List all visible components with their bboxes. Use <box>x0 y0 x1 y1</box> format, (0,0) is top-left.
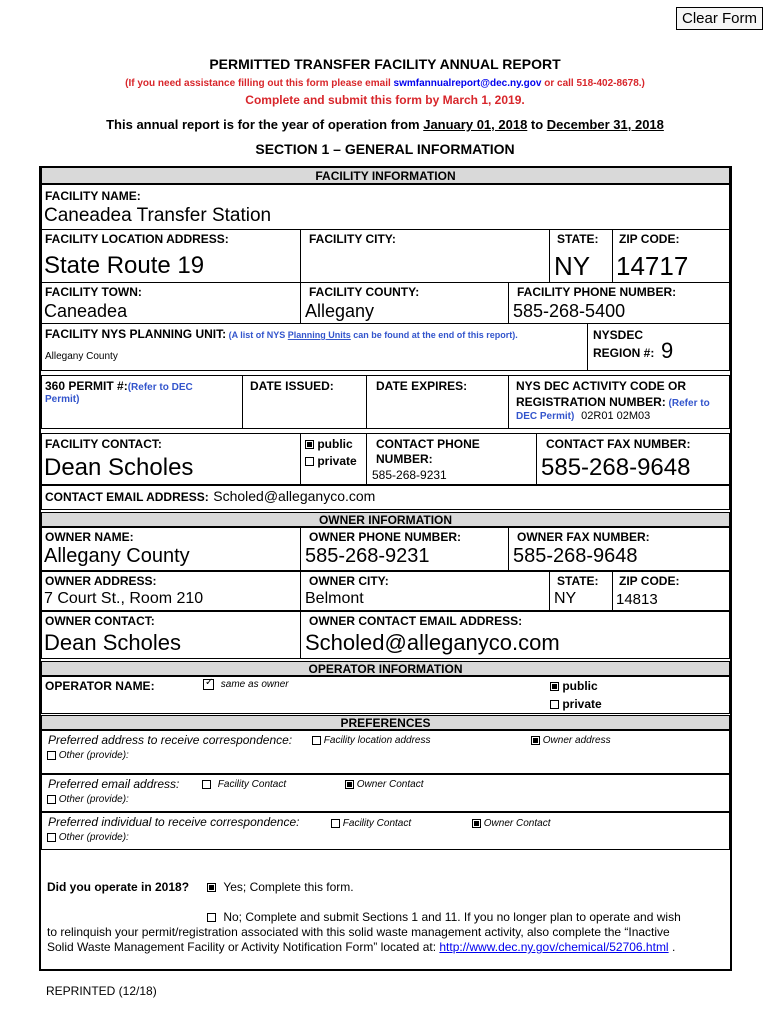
owner-zip-label: ZIP CODE: <box>619 574 680 588</box>
activity-note-2: DEC Permit) <box>516 411 575 422</box>
pref-individual-other-checkbox[interactable] <box>47 833 56 842</box>
operator-public-option[interactable] <box>550 679 598 693</box>
form-title: PERMITTED TRANSFER FACILITY ANNUAL REPORT <box>209 56 561 72</box>
assistance-prefix: (If you need assistance filling out this form please email <box>125 78 394 89</box>
operator-private-label: private <box>562 697 602 711</box>
operator-private-checkbox[interactable] <box>550 700 559 709</box>
operate-yes-label: Yes; Complete this form. <box>223 880 354 894</box>
operator-private-option[interactable] <box>550 697 602 711</box>
activity-label-line1: NYS DEC ACTIVITY CODE OR <box>516 379 687 393</box>
operate-question-line <box>47 880 189 894</box>
planning-unit-label-text: FACILITY NYS PLANNING UNIT: <box>45 327 227 341</box>
pref-individual-question: Preferred individual to receive correspondence: <box>48 815 300 829</box>
contact-phone-field[interactable]: 585-268-9231 <box>372 468 447 482</box>
year-prefix: This annual report is for the year of operation from <box>106 117 424 132</box>
pref-individual-opt1[interactable] <box>331 818 411 829</box>
operate-yes-checkbox[interactable] <box>207 883 216 892</box>
pref-address-question: Preferred address to receive correspondence: <box>48 733 293 747</box>
owner-phone-label: OWNER PHONE NUMBER: <box>309 530 461 544</box>
assistance-email-link[interactable]: swmfannualreport@dec.ny.gov <box>393 78 542 89</box>
contact-email <box>45 488 375 506</box>
operate-no-line1: No; Complete and submit Sections 1 and 11. If you no longer plan to operate and wish <box>223 910 681 924</box>
owner-fax-field[interactable]: 585-268-9648 <box>513 545 638 567</box>
region-field[interactable]: 9 <box>661 338 674 363</box>
facility-contact-field[interactable]: Dean Scholes <box>44 454 194 481</box>
permit-note-1: (Refer to DEC <box>127 382 193 393</box>
operator-name-label: OPERATOR NAME: <box>45 679 155 693</box>
pref-email-owner-checkbox[interactable] <box>345 780 354 789</box>
operator-section-header: OPERATOR INFORMATION <box>41 661 730 676</box>
facility-town-label: FACILITY TOWN: <box>45 285 142 299</box>
pref-email-other-label: Other (provide): <box>58 794 129 805</box>
region-label-line1: NYSDEC <box>593 328 644 342</box>
owner-state-label: STATE: <box>557 574 599 588</box>
planning-unit-field[interactable]: Allegany County <box>45 351 118 362</box>
operate-no-line3 <box>47 940 675 954</box>
pref-individual-owner-label: Owner Contact <box>483 818 551 829</box>
same-as-owner-checkbox[interactable] <box>203 679 214 690</box>
year-to: December 31, 2018 <box>546 117 664 132</box>
facility-address-field[interactable]: State Route 19 <box>44 252 205 279</box>
pref-email-facility-checkbox[interactable] <box>202 780 211 789</box>
contact-fax-field[interactable]: 585-268-9648 <box>541 454 691 481</box>
owner-phone-field[interactable]: 585-268-9231 <box>305 545 430 567</box>
section-title: SECTION 1 – GENERAL INFORMATION <box>255 141 515 157</box>
operate-question: Did you operate in 2018? <box>47 880 190 894</box>
contact-email-label: CONTACT EMAIL ADDRESS: <box>45 490 209 504</box>
contact-email-field[interactable]: Scholed@alleganyco.com <box>213 488 376 504</box>
facility-zip-field[interactable]: 14717 <box>616 251 689 281</box>
pref-address-owner-checkbox[interactable] <box>531 736 540 745</box>
planning-unit-label <box>45 327 518 341</box>
same-as-owner-label: same as owner <box>220 679 289 691</box>
facility-contact-label: FACILITY CONTACT: <box>45 437 162 451</box>
deadline-note: Complete and submit this form by March 1, 2019. <box>245 93 525 107</box>
facility-state-field[interactable]: NY <box>554 251 591 281</box>
pref-address-facility-label: Facility location address <box>323 735 431 746</box>
facility-name-label: FACILITY NAME: <box>45 189 141 203</box>
contact-fax-label: CONTACT FAX NUMBER: <box>546 437 691 451</box>
year-from: January 01, 2018 <box>423 117 528 132</box>
contact-phone-label-line1: CONTACT PHONE <box>376 437 480 451</box>
pref-individual-facility-checkbox[interactable] <box>331 819 340 828</box>
pref-email-facility-label: Facility Contact <box>217 779 287 790</box>
owner-address-field[interactable]: 7 Court St., Room 210 <box>44 590 204 607</box>
operate-yes-option[interactable] <box>207 880 354 894</box>
pref-address-other-checkbox[interactable] <box>47 751 56 760</box>
checkmark-icon: ✓ <box>205 677 214 688</box>
pref-individual-owner-checkbox[interactable] <box>472 819 481 828</box>
facility-phone-field[interactable]: 585-268-5400 <box>513 301 626 321</box>
operator-public-checkbox[interactable] <box>550 682 559 691</box>
pref-address <box>48 733 292 747</box>
assistance-note <box>0 78 770 89</box>
owner-email-field[interactable]: Scholed@alleganyco.com <box>305 630 560 655</box>
operate-no-checkbox[interactable] <box>207 913 216 922</box>
owner-fax-label: OWNER FAX NUMBER: <box>517 530 650 544</box>
clear-form-button[interactable]: Clear Form <box>676 7 763 30</box>
pref-address-opt2[interactable] <box>531 735 611 746</box>
date-expires-label: DATE EXPIRES: <box>376 379 468 393</box>
owner-state-field[interactable]: NY <box>554 590 577 607</box>
region-label-line2: REGION #: <box>593 346 655 360</box>
pref-individual-other-label: Other (provide): <box>58 832 129 843</box>
owner-zip-field[interactable]: 14813 <box>616 591 658 608</box>
reprinted-footer: REPRINTED (12/18) <box>46 984 157 998</box>
pref-individual-opt2[interactable] <box>472 818 550 829</box>
activity-code-field[interactable]: 02R01 02M03 <box>581 410 651 422</box>
activity-label-line2 <box>516 395 710 409</box>
operate-no-option[interactable] <box>207 910 681 924</box>
contact-phone-label-line2: NUMBER: <box>376 452 433 466</box>
planning-note-pre: (A list of NYS <box>226 330 288 340</box>
contact-private-label: private <box>317 454 357 468</box>
facility-section-header: FACILITY INFORMATION <box>41 167 730 184</box>
owner-city-field[interactable]: Belmont <box>305 590 364 607</box>
planning-note-post: can be found at the end of this report). <box>350 330 518 340</box>
facility-name-field[interactable]: Caneadea Transfer Station <box>44 205 272 226</box>
facility-town-field[interactable]: Caneadea <box>44 301 128 321</box>
operator-public-label: public <box>562 679 598 693</box>
date-issued-label: DATE ISSUED: <box>250 379 334 393</box>
activity-label-text: REGISTRATION NUMBER: <box>516 395 666 409</box>
facility-zip-label: ZIP CODE: <box>619 232 680 246</box>
owner-email-label: OWNER CONTACT EMAIL ADDRESS: <box>309 614 523 628</box>
pref-individual-other[interactable] <box>47 832 129 843</box>
pref-email-opt1[interactable] <box>202 779 286 790</box>
owner-section-header: OWNER INFORMATION <box>41 512 730 527</box>
activity-note-line2 <box>516 410 650 422</box>
pref-individual-facility-label: Facility Contact <box>342 818 412 829</box>
contact-private-option[interactable] <box>305 454 357 468</box>
owner-address-label: OWNER ADDRESS: <box>45 574 157 588</box>
operate-no-line3-text: Solid Waste Management Facility or Activity Notification Form” located at: <box>47 940 440 954</box>
activity-note-1: (Refer to <box>665 398 710 409</box>
contact-private-checkbox[interactable] <box>305 457 314 466</box>
facility-city-label: FACILITY CITY: <box>309 232 396 246</box>
owner-city-label: OWNER CITY: <box>309 574 389 588</box>
owner-contact-field[interactable]: Dean Scholes <box>44 630 181 655</box>
operate-no-end: . <box>668 940 676 954</box>
same-as-owner-option[interactable] <box>203 679 289 690</box>
pref-address-other-label: Other (provide): <box>58 750 129 761</box>
pref-email-opt2[interactable] <box>345 779 423 790</box>
notification-form-link[interactable]: http://www.dec.ny.gov/chemical/52706.html <box>439 940 669 954</box>
pref-address-facility-checkbox[interactable] <box>312 736 321 745</box>
contact-public-option[interactable] <box>305 437 353 451</box>
pref-address-opt1[interactable] <box>312 735 431 746</box>
pref-email-other[interactable] <box>47 794 129 805</box>
planning-units-link[interactable]: Planning Units <box>287 330 351 340</box>
assistance-suffix: or call 518-402-8678.) <box>541 78 645 89</box>
contact-public-checkbox[interactable] <box>305 440 314 449</box>
preferences-section-header: PREFERENCES <box>41 715 730 730</box>
year-to-word: to <box>527 117 547 132</box>
owner-contact-label: OWNER CONTACT: <box>45 614 155 628</box>
owner-name-field[interactable]: Allegany County <box>44 545 190 567</box>
permit-note-2: Permit) <box>45 394 80 405</box>
pref-email-question: Preferred email address: <box>48 777 180 791</box>
facility-state-label: STATE: <box>557 232 599 246</box>
pref-email-owner-label: Owner Contact <box>356 779 424 790</box>
facility-county-field[interactable]: Allegany <box>305 301 375 321</box>
pref-email-other-checkbox[interactable] <box>47 795 56 804</box>
permit-label <box>45 379 193 393</box>
pref-address-owner-label: Owner address <box>542 735 611 746</box>
permit-label-text: 360 PERMIT #: <box>45 379 128 393</box>
facility-county-label: FACILITY COUNTY: <box>309 285 420 299</box>
year-of-operation <box>0 117 770 132</box>
facility-address-label: FACILITY LOCATION ADDRESS: <box>45 232 229 246</box>
owner-name-label: OWNER NAME: <box>45 530 134 544</box>
facility-phone-label: FACILITY PHONE NUMBER: <box>517 285 677 299</box>
contact-public-label: public <box>317 437 353 451</box>
planning-unit-note <box>226 330 518 340</box>
operate-no-line2: to relinquish your permit/registration associated with this solid waste management activity, also complete the “Inactive <box>47 925 670 939</box>
pref-address-other[interactable] <box>47 750 129 761</box>
